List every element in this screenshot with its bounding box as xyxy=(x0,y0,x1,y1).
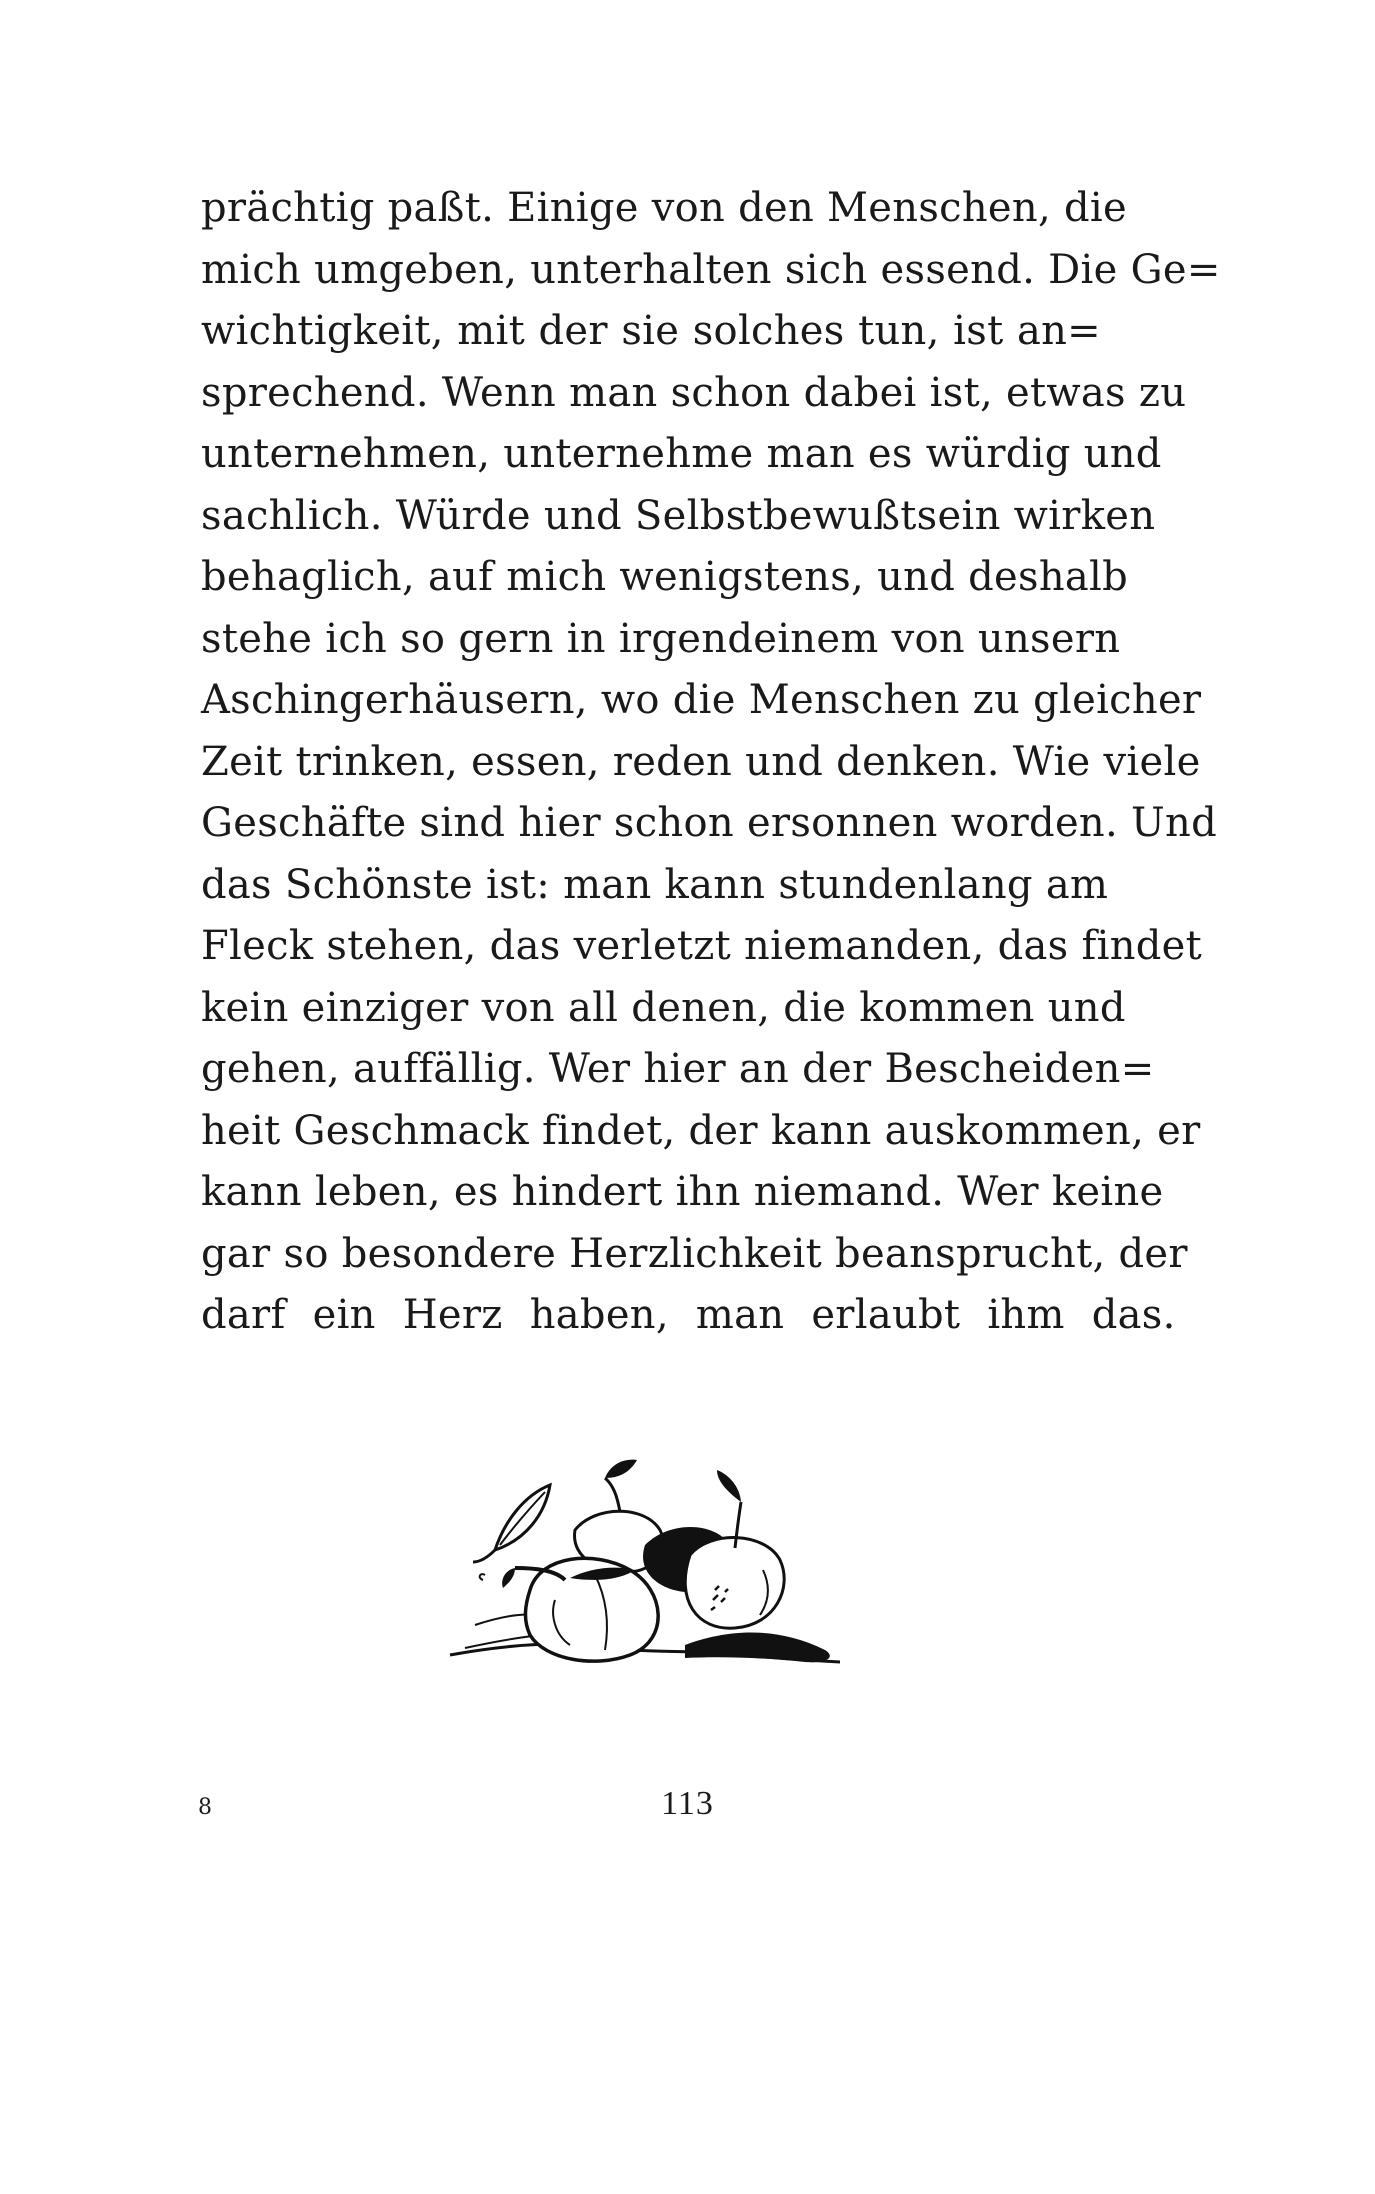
text-line: mich umgeben, unterhalten sich essend. Die Ge= xyxy=(201,246,1221,293)
text-line: Zeit trinken, essen, reden und denken. Wie viele xyxy=(201,738,1201,785)
text-line: sachlich. Würde und Selbstbewußtsein wirken xyxy=(201,492,1156,539)
page-number: 113 xyxy=(661,1785,714,1822)
text-line: Geschäfte sind hier schon ersonnen worden. Und xyxy=(201,800,1218,846)
text-line: behaglich, auf mich wenigstens, und deshalb xyxy=(201,554,1129,600)
text-line: gehen, auffällig. Wer hier an der Bescheiden= xyxy=(201,1046,1155,1092)
text-line: prächtig paßt. Einige von den Menschen, die xyxy=(201,185,1127,231)
text-line: unternehmen, unternehme man es würdig und xyxy=(201,431,1162,477)
body-text xyxy=(201,178,1221,1347)
text-line: darf ein Herz haben, man erlaubt ihm das. xyxy=(201,1292,1176,1338)
text-line: heit Geschmack findet, der kann auskommen, er xyxy=(201,1107,1201,1154)
signature-mark: 8 xyxy=(198,1795,212,1820)
apples-illustration-icon xyxy=(445,1450,845,1680)
text-line: kein einziger von all denen, die kommen und xyxy=(201,984,1126,1031)
text-line: gar so besondere Herzlichkeit beansprucht, der xyxy=(201,1230,1188,1277)
text-line: das Schönste ist: man kann stundenlang am xyxy=(201,861,1109,908)
text-line: Fleck stehen, das verletzt niemanden, das findet xyxy=(201,923,1203,969)
text-line: kann leben, es hindert ihn niemand. Wer keine xyxy=(201,1169,1164,1215)
text-line: Aschingerhäusern, wo die Menschen zu gleicher xyxy=(201,677,1202,723)
text-line: sprechend. Wenn man schon dabei ist, etwas zu xyxy=(201,369,1187,416)
text-line: wichtigkeit, mit der sie solches tun, ist an= xyxy=(201,308,1101,354)
text-line: stehe ich so gern in irgendeinem von unsern xyxy=(201,615,1121,662)
